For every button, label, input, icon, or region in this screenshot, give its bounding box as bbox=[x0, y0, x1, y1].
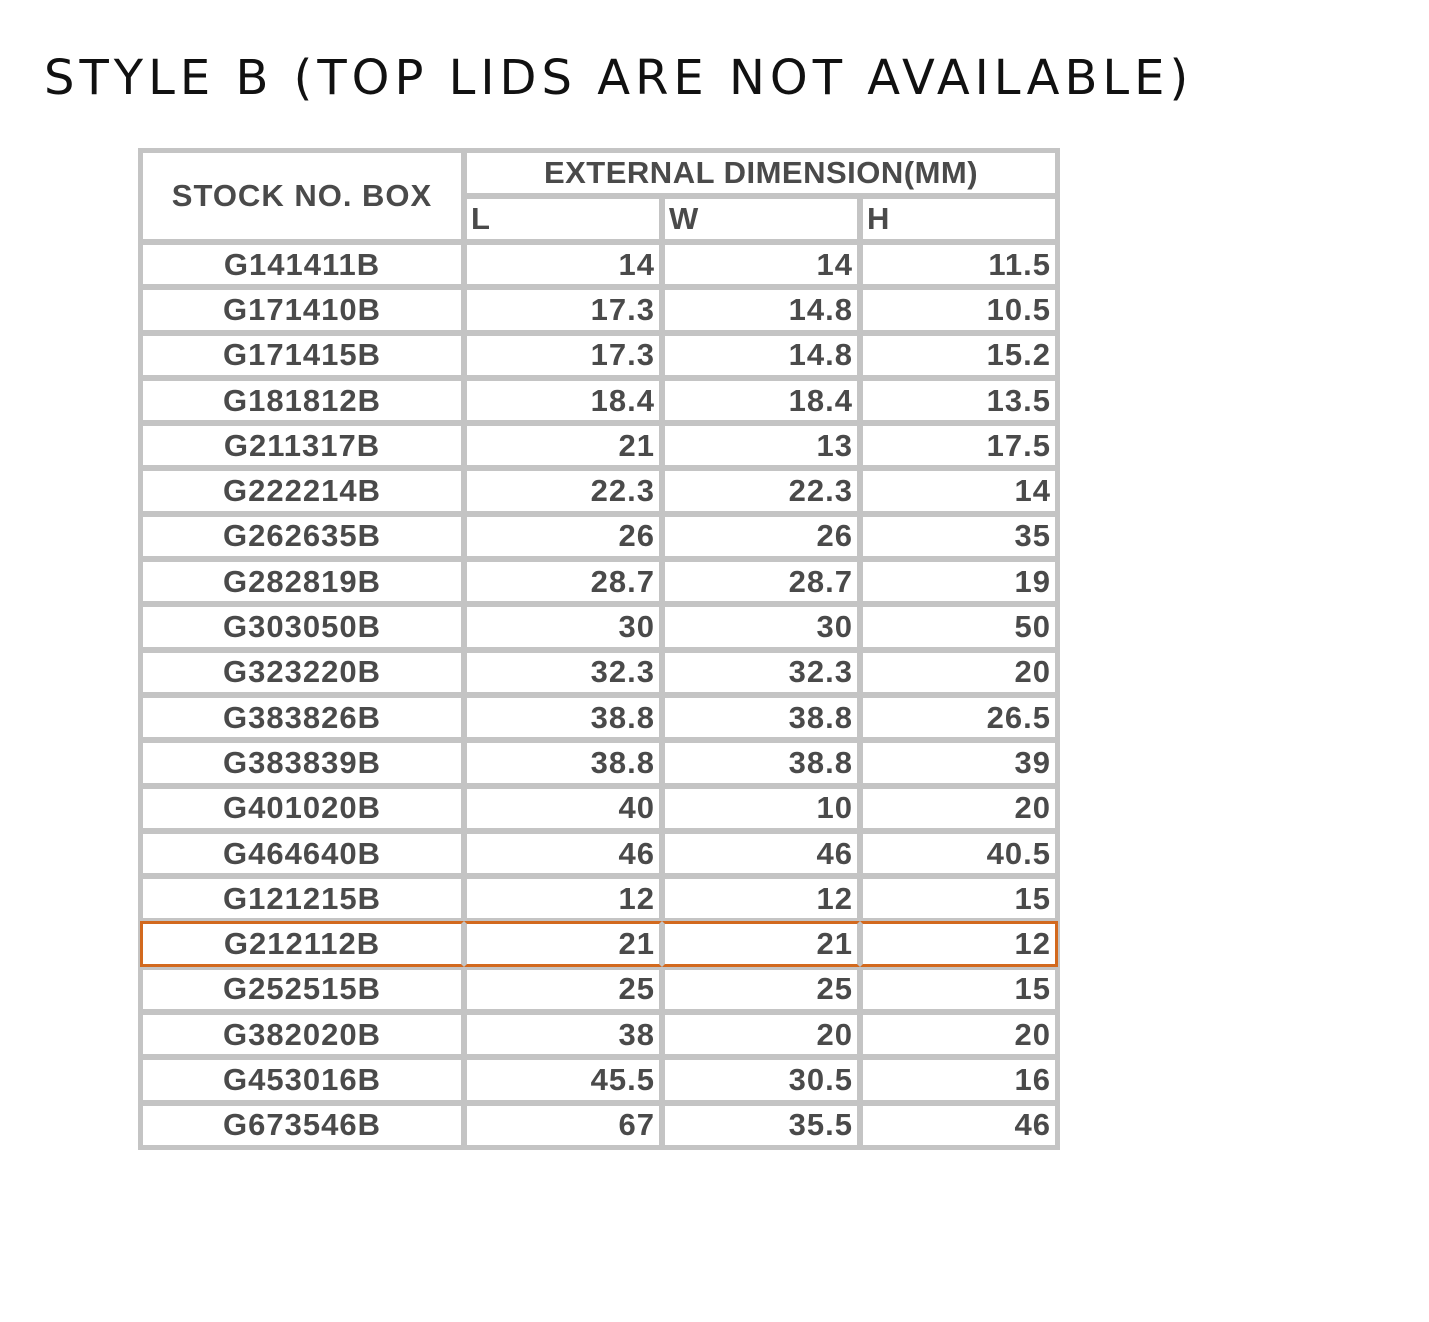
length-cell: 28.7 bbox=[464, 559, 662, 604]
height-cell: 15 bbox=[860, 876, 1058, 921]
height-cell: 35 bbox=[860, 514, 1058, 559]
length-cell: 30 bbox=[464, 604, 662, 649]
stock-number-cell: G121215B bbox=[140, 876, 464, 921]
table-row bbox=[140, 333, 1058, 378]
width-cell: 30.5 bbox=[662, 1057, 860, 1102]
table-row bbox=[140, 604, 1058, 649]
width-cell: 14.8 bbox=[662, 287, 860, 332]
table-header bbox=[140, 150, 1058, 242]
length-header: L bbox=[464, 196, 662, 242]
stock-number-cell: G673546B bbox=[140, 1103, 464, 1148]
length-cell: 18.4 bbox=[464, 378, 662, 423]
height-cell: 11.5 bbox=[860, 242, 1058, 287]
stock-number-cell: G282819B bbox=[140, 559, 464, 604]
height-cell: 20 bbox=[860, 1012, 1058, 1057]
height-cell: 46 bbox=[860, 1103, 1058, 1148]
height-cell: 15 bbox=[860, 967, 1058, 1012]
length-cell: 21 bbox=[464, 921, 662, 966]
table-row bbox=[140, 695, 1058, 740]
stock-number-cell: G171410B bbox=[140, 287, 464, 332]
table-row bbox=[140, 514, 1058, 559]
width-cell: 26 bbox=[662, 514, 860, 559]
length-cell: 38.8 bbox=[464, 695, 662, 740]
width-cell: 38.8 bbox=[662, 740, 860, 785]
table-body bbox=[140, 242, 1058, 1148]
table-row bbox=[140, 242, 1058, 287]
length-cell: 17.3 bbox=[464, 333, 662, 378]
stock-number-cell: G212112B bbox=[140, 921, 464, 966]
width-cell: 22.3 bbox=[662, 468, 860, 513]
width-cell: 35.5 bbox=[662, 1103, 860, 1148]
length-cell: 32.3 bbox=[464, 650, 662, 695]
table-row bbox=[140, 740, 1058, 785]
external-dimension-header: EXTERNAL DIMENSION(MM) bbox=[464, 150, 1058, 196]
height-cell: 16 bbox=[860, 1057, 1058, 1102]
stock-number-cell: G401020B bbox=[140, 786, 464, 831]
length-cell: 26 bbox=[464, 514, 662, 559]
height-cell: 19 bbox=[860, 559, 1058, 604]
stock-number-cell: G211317B bbox=[140, 423, 464, 468]
table-row-highlighted bbox=[140, 921, 1058, 966]
table-row bbox=[140, 1012, 1058, 1057]
width-cell: 20 bbox=[662, 1012, 860, 1057]
height-cell: 15.2 bbox=[860, 333, 1058, 378]
length-cell: 45.5 bbox=[464, 1057, 662, 1102]
stock-number-cell: G262635B bbox=[140, 514, 464, 559]
table-row bbox=[140, 650, 1058, 695]
width-cell: 18.4 bbox=[662, 378, 860, 423]
table-row bbox=[140, 967, 1058, 1012]
width-cell: 12 bbox=[662, 876, 860, 921]
stock-number-cell: G323220B bbox=[140, 650, 464, 695]
length-cell: 12 bbox=[464, 876, 662, 921]
width-cell: 13 bbox=[662, 423, 860, 468]
height-cell: 26.5 bbox=[860, 695, 1058, 740]
width-cell: 14 bbox=[662, 242, 860, 287]
height-header: H bbox=[860, 196, 1058, 242]
height-cell: 14 bbox=[860, 468, 1058, 513]
height-cell: 50 bbox=[860, 604, 1058, 649]
height-cell: 13.5 bbox=[860, 378, 1058, 423]
table-row bbox=[140, 559, 1058, 604]
length-cell: 21 bbox=[464, 423, 662, 468]
width-cell: 28.7 bbox=[662, 559, 860, 604]
table-row bbox=[140, 876, 1058, 921]
width-cell: 38.8 bbox=[662, 695, 860, 740]
length-cell: 67 bbox=[464, 1103, 662, 1148]
length-cell: 40 bbox=[464, 786, 662, 831]
stock-number-cell: G303050B bbox=[140, 604, 464, 649]
page-title: STYLE B (TOP LIDS ARE NOT AVAILABLE) bbox=[44, 50, 1194, 106]
height-cell: 10.5 bbox=[860, 287, 1058, 332]
stock-number-cell: G222214B bbox=[140, 468, 464, 513]
height-cell: 20 bbox=[860, 786, 1058, 831]
table-row bbox=[140, 831, 1058, 876]
stock-number-cell: G383826B bbox=[140, 695, 464, 740]
width-cell: 25 bbox=[662, 967, 860, 1012]
stock-number-cell: G383839B bbox=[140, 740, 464, 785]
stock-number-cell: G464640B bbox=[140, 831, 464, 876]
width-cell: 14.8 bbox=[662, 333, 860, 378]
table-row bbox=[140, 378, 1058, 423]
table-row bbox=[140, 786, 1058, 831]
stock-number-cell: G252515B bbox=[140, 967, 464, 1012]
table-row bbox=[140, 1103, 1058, 1148]
table-row bbox=[140, 423, 1058, 468]
table-row bbox=[140, 287, 1058, 332]
stock-no-header: STOCK NO. BOX bbox=[140, 150, 464, 242]
length-cell: 17.3 bbox=[464, 287, 662, 332]
width-cell: 21 bbox=[662, 921, 860, 966]
height-cell: 12 bbox=[860, 921, 1058, 966]
stock-number-cell: G382020B bbox=[140, 1012, 464, 1057]
length-cell: 38.8 bbox=[464, 740, 662, 785]
stock-number-cell: G181812B bbox=[140, 378, 464, 423]
table-row bbox=[140, 468, 1058, 513]
dimension-table bbox=[138, 148, 1060, 1150]
length-cell: 14 bbox=[464, 242, 662, 287]
height-cell: 20 bbox=[860, 650, 1058, 695]
stock-number-cell: G171415B bbox=[140, 333, 464, 378]
width-cell: 46 bbox=[662, 831, 860, 876]
table-row bbox=[140, 1057, 1058, 1102]
width-cell: 30 bbox=[662, 604, 860, 649]
height-cell: 17.5 bbox=[860, 423, 1058, 468]
width-header: W bbox=[662, 196, 860, 242]
length-cell: 46 bbox=[464, 831, 662, 876]
width-cell: 10 bbox=[662, 786, 860, 831]
stock-number-cell: G453016B bbox=[140, 1057, 464, 1102]
height-cell: 39 bbox=[860, 740, 1058, 785]
length-cell: 38 bbox=[464, 1012, 662, 1057]
width-cell: 32.3 bbox=[662, 650, 860, 695]
length-cell: 22.3 bbox=[464, 468, 662, 513]
length-cell: 25 bbox=[464, 967, 662, 1012]
stock-number-cell: G141411B bbox=[140, 242, 464, 287]
height-cell: 40.5 bbox=[860, 831, 1058, 876]
